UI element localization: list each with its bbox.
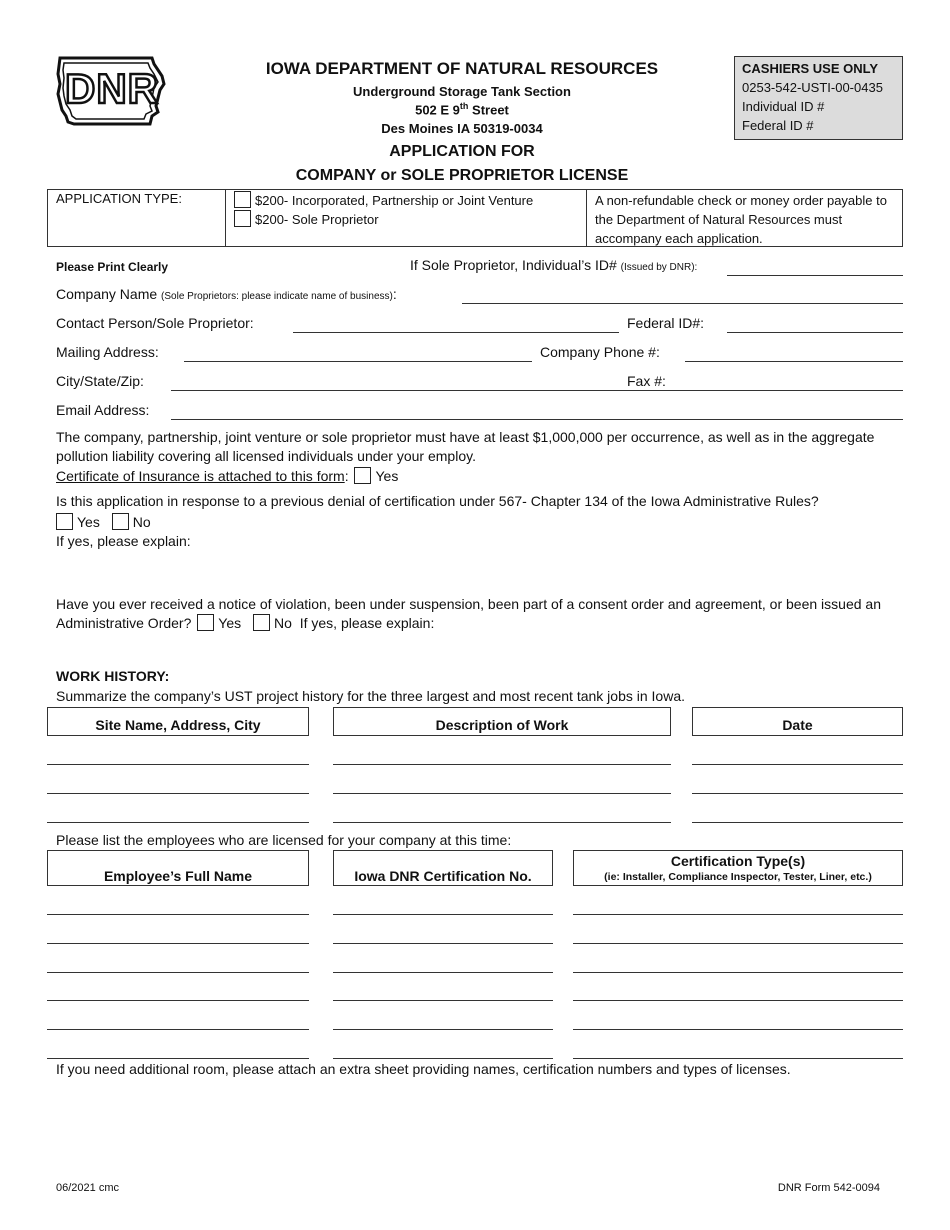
- denial-question: Is this application in response to a previous denial of certification under 567- Chapter 134 of the Iowa Administrative Rules?: [56, 493, 819, 509]
- print-clearly-label: Please Print Clearly: [56, 260, 169, 274]
- form-title-line2: COMPANY or SOLE PROPRIETOR LICENSE: [295, 167, 629, 184]
- incorporated-checkbox[interactable]: [234, 191, 251, 208]
- employee-row-1-cert-no[interactable]: [333, 914, 553, 915]
- company-name-label: Company Name (Sole Proprietors: please indicate name of business):: [56, 286, 397, 302]
- work-row-3-date[interactable]: [692, 822, 903, 823]
- employee-row-1-name[interactable]: [47, 914, 309, 915]
- employee-row-5-name[interactable]: [47, 1029, 309, 1030]
- insurance-yes-checkbox[interactable]: [354, 467, 371, 484]
- company-phone-field[interactable]: [685, 361, 903, 362]
- violation-no-checkbox[interactable]: [253, 614, 270, 631]
- employee-row-3-name[interactable]: [47, 972, 309, 973]
- email-label: Email Address:: [56, 402, 150, 418]
- employee-row-1-cert-type[interactable]: [573, 914, 903, 915]
- street-address: 502 E 9th Street: [415, 101, 509, 118]
- cashiers-code: 0253-542-USTI-00-0435: [742, 80, 883, 95]
- mailing-address-label: Mailing Address:: [56, 344, 159, 360]
- employee-row-3-cert-type[interactable]: [573, 972, 903, 973]
- employee-row-6-cert-no[interactable]: [333, 1058, 553, 1059]
- footer-form-number: DNR Form 542-0094: [777, 1182, 880, 1194]
- violation-yes-checkbox[interactable]: [197, 614, 214, 631]
- work-row-1-description[interactable]: [333, 764, 671, 765]
- city-address: Des Moines IA 50319-0034: [381, 121, 543, 136]
- fax-label: Fax #:: [627, 373, 666, 389]
- insurance-certificate-row: Certificate of Insurance is attached to this form: Yes: [56, 468, 399, 484]
- work-col-site: Site Name, Address, City: [47, 707, 309, 736]
- employee-row-2-cert-type[interactable]: [573, 943, 903, 944]
- employee-row-2-cert-no[interactable]: [333, 943, 553, 944]
- work-row-2-description[interactable]: [333, 793, 671, 794]
- employees-instructions: Please list the employees who are licensed for your company at this time:: [56, 832, 512, 848]
- work-row-2-site[interactable]: [47, 793, 309, 794]
- logo-text: DNR: [65, 65, 159, 112]
- work-col-description: Description of Work: [333, 707, 671, 736]
- contact-label: Contact Person/Sole Proprietor:: [56, 315, 254, 331]
- form-title-line1: APPLICATION FOR: [389, 143, 535, 160]
- employee-row-4-name[interactable]: [47, 1000, 309, 1001]
- federal-id-field[interactable]: [727, 332, 903, 333]
- work-row-1-site[interactable]: [47, 764, 309, 765]
- work-history-instructions: Summarize the company’s UST project history for the three largest and most recent tank jobs in Iowa.: [56, 688, 685, 704]
- violation-question: Have you ever received a notice of violation, been under suspension, been part of a consent order and agreement, or been issued an Administrative Order? Yes No If yes, please explain:: [56, 596, 881, 631]
- employee-row-3-cert-no[interactable]: [333, 972, 553, 973]
- city-state-zip-field[interactable]: [171, 390, 903, 391]
- application-option-incorporated: $200- Incorporated, Partnership or Joint Venture: [232, 191, 533, 208]
- application-option-sole: $200- Sole Proprietor: [232, 210, 379, 227]
- dnr-logo: [54, 54, 170, 130]
- employee-row-4-cert-type[interactable]: [573, 1000, 903, 1001]
- employee-row-5-cert-no[interactable]: [333, 1029, 553, 1030]
- section-name: Underground Storage Tank Section: [353, 84, 571, 99]
- federal-id-label: Federal ID#:: [627, 315, 705, 331]
- contact-field[interactable]: [293, 332, 619, 333]
- employee-row-6-name[interactable]: [47, 1058, 309, 1059]
- agency-name: IOWA DEPARTMENT OF NATURAL RESOURCES: [265, 59, 659, 78]
- employee-row-6-cert-type[interactable]: [573, 1058, 903, 1059]
- work-col-date: Date: [692, 707, 903, 736]
- application-type-label: APPLICATION TYPE:: [56, 191, 182, 206]
- work-row-1-date[interactable]: [692, 764, 903, 765]
- company-phone-label: Company Phone #:: [540, 344, 660, 360]
- additional-room-note: If you need additional room, please attach an extra sheet providing names, certification numbers and types of licenses.: [56, 1061, 791, 1077]
- employee-row-2-name[interactable]: [47, 943, 309, 944]
- work-row-2-date[interactable]: [692, 793, 903, 794]
- sole-proprietor-checkbox[interactable]: [234, 210, 251, 227]
- cashiers-box: [734, 56, 903, 140]
- application-fee-note: A non-refundable check or money order payable to the Department of Natural Resources must accompany each application.: [595, 193, 887, 246]
- employee-col-name: Employee’s Full Name: [47, 850, 309, 886]
- employee-col-cert-type: Certification Type(s) (ie: Installer, Compliance Inspector, Tester, Liner, etc.): [573, 850, 903, 886]
- email-field[interactable]: [171, 419, 903, 420]
- company-name-field[interactable]: [462, 303, 903, 304]
- sole-id-label: If Sole Proprietor, Individual’s ID# (Issued by DNR):: [410, 257, 698, 273]
- cashiers-individual-id: Individual ID #: [742, 99, 825, 114]
- work-history-title: WORK HISTORY:: [56, 668, 170, 684]
- denial-explain-label: If yes, please explain:: [56, 533, 191, 549]
- denial-no-checkbox[interactable]: [112, 513, 129, 530]
- employee-col-cert-no: Iowa DNR Certification No.: [333, 850, 553, 886]
- employee-row-4-cert-no[interactable]: [333, 1000, 553, 1001]
- denial-options: Yes No: [56, 513, 151, 530]
- insurance-requirement: The company, partnership, joint venture or sole proprietor must have at least $1,000,000 per occurrence, as well as in the aggregate pollution liability covering all licensed individuals under your employ.: [56, 429, 875, 464]
- work-row-3-description[interactable]: [333, 822, 671, 823]
- denial-yes-checkbox[interactable]: [56, 513, 73, 530]
- sole-id-field[interactable]: [727, 275, 903, 276]
- footer-revision: 06/2021 cmc: [56, 1182, 119, 1194]
- work-row-3-site[interactable]: [47, 822, 309, 823]
- mailing-address-field[interactable]: [184, 361, 532, 362]
- cashiers-title: CASHIERS USE ONLY: [742, 61, 879, 76]
- employee-row-5-cert-type[interactable]: [573, 1029, 903, 1030]
- city-state-zip-label: City/State/Zip:: [56, 373, 144, 389]
- cashiers-federal-id: Federal ID #: [742, 118, 814, 133]
